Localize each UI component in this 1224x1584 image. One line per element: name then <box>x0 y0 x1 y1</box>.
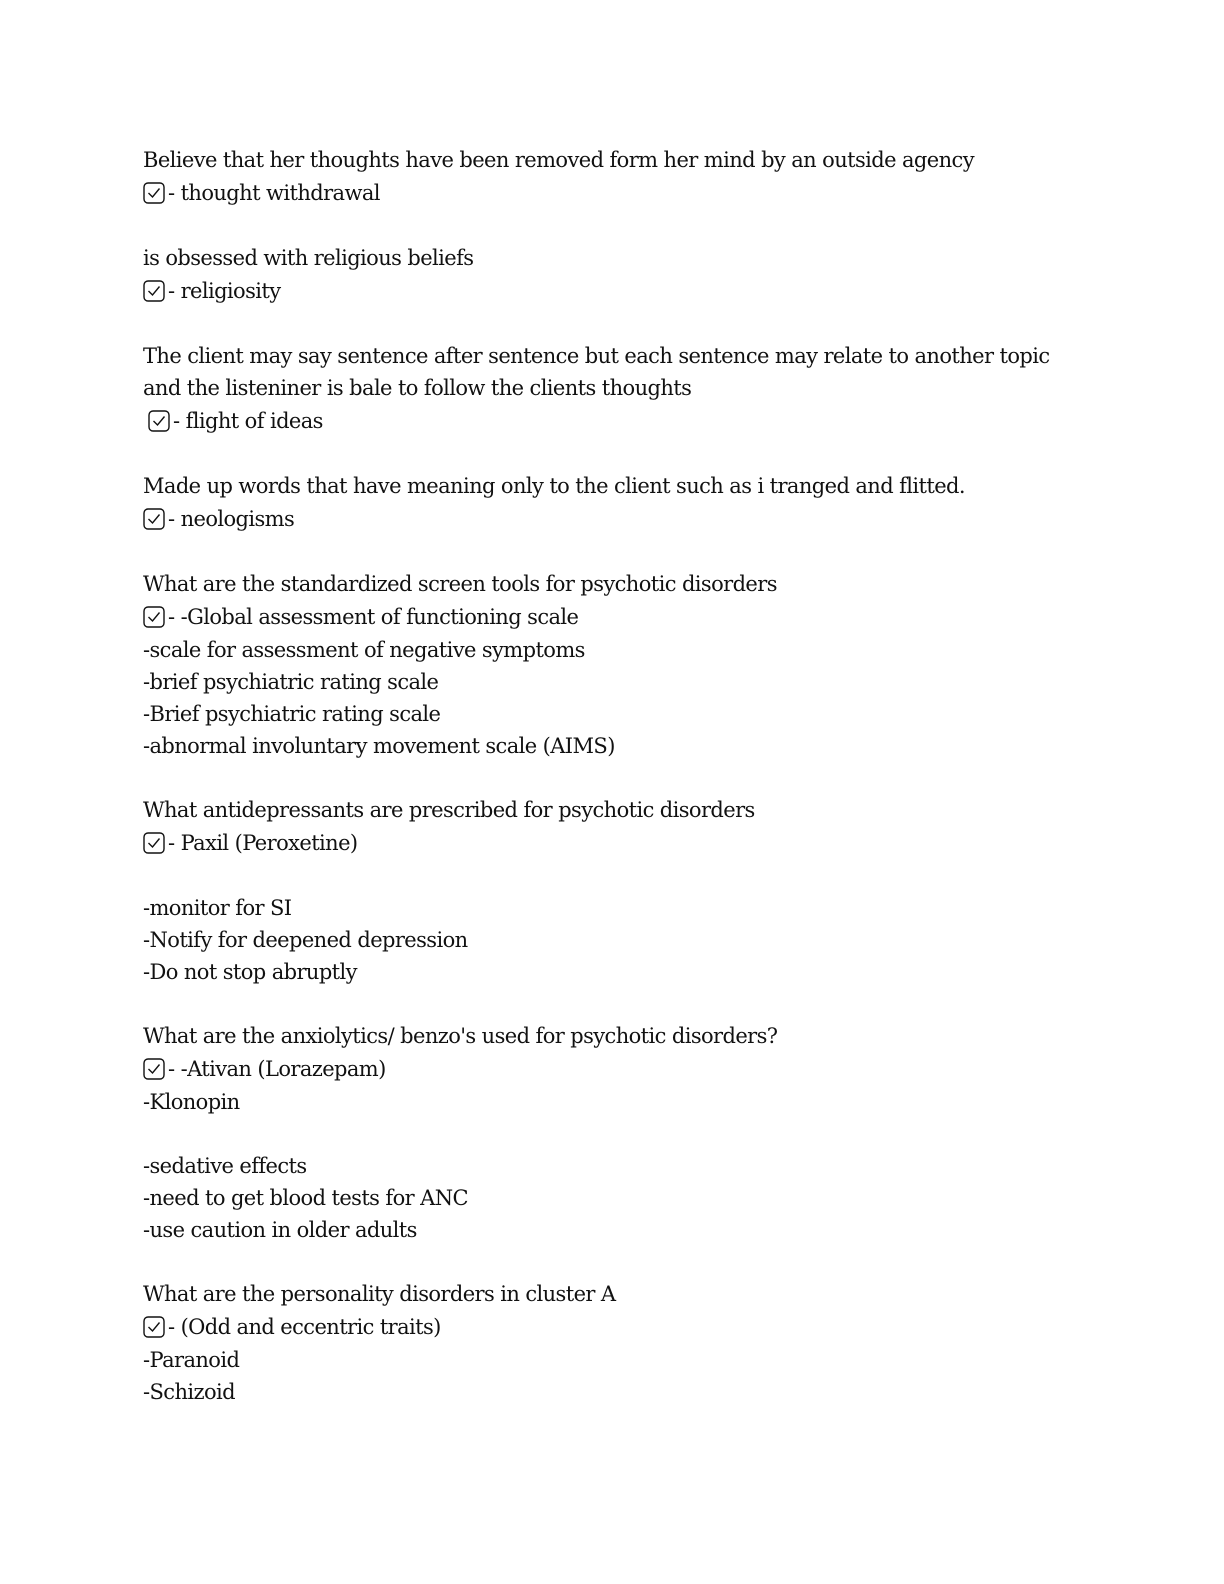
answer-line: -scale for assessment of negative symptoms <box>143 638 585 662</box>
question <box>143 470 1083 502</box>
answer-line: -Paranoid <box>143 1348 240 1372</box>
answer-line: -Klonopin <box>143 1090 240 1114</box>
question <box>143 794 1083 826</box>
flashcard <box>143 340 1083 438</box>
flashcard <box>143 242 1083 308</box>
answer-text: - thought withdrawal <box>168 181 380 205</box>
checked-box-icon <box>143 1316 165 1338</box>
question-text: What are the anxiolytics/ benzo's used for psychotic disorders? <box>143 1024 778 1048</box>
question-text: The client may say sentence after sentence but each sentence may relate to another topic <box>143 344 1050 368</box>
checked-box-icon <box>143 182 165 204</box>
answer-text: - -Ativan (Lorazepam) <box>168 1057 386 1081</box>
answer-text: - flight of ideas <box>173 409 323 433</box>
answer <box>143 274 1083 308</box>
question-text: is obsessed with religious beliefs <box>143 246 474 270</box>
question <box>143 242 1083 274</box>
answer <box>143 404 1083 438</box>
flashcard <box>143 1278 1083 1408</box>
question <box>143 1020 1083 1052</box>
answer-line: -Brief psychiatric rating scale <box>143 702 441 726</box>
answer-text: - neologisms <box>168 507 295 531</box>
question-text: Believe that her thoughts have been removed form her mind by an outside agency <box>143 148 974 172</box>
question <box>143 568 1083 600</box>
checked-box-icon <box>143 508 165 530</box>
flashcard <box>143 794 1083 988</box>
answer-line: -monitor for SI <box>143 896 292 920</box>
answer-line: -Notify for deepened depression <box>143 928 468 952</box>
question-text: and the listeniner is bale to follow the clients thoughts <box>143 376 692 400</box>
answer-line: -Do not stop abruptly <box>143 960 357 984</box>
question-text: What are the personality disorders in cluster A <box>143 1282 616 1306</box>
answer-text: - Paxil (Peroxetine) <box>168 831 358 855</box>
answer <box>143 600 1083 762</box>
answer-line: -use caution in older adults <box>143 1218 417 1242</box>
answer-line: -Schizoid <box>143 1380 235 1404</box>
answer <box>143 826 1083 988</box>
checked-box-icon <box>143 1058 165 1080</box>
document-page <box>143 144 1083 1440</box>
question <box>143 1278 1083 1310</box>
blank-line <box>143 1118 1083 1150</box>
answer-line: -need to get blood tests for ANC <box>143 1186 468 1210</box>
answer <box>143 502 1083 536</box>
question <box>143 144 1083 176</box>
checked-box-icon <box>143 606 165 628</box>
checked-box-icon <box>143 832 165 854</box>
answer-text: - religiosity <box>168 279 281 303</box>
flashcard <box>143 1020 1083 1246</box>
answer <box>143 1310 1083 1408</box>
answer-line: -abnormal involuntary movement scale (AIMS) <box>143 734 615 758</box>
answer-text: - -Global assessment of functioning scale <box>168 605 579 629</box>
answer-line: -brief psychiatric rating scale <box>143 670 439 694</box>
flashcard <box>143 568 1083 762</box>
answer <box>143 1052 1083 1246</box>
flashcard <box>143 470 1083 536</box>
question-text: Made up words that have meaning only to the client such as i tranged and flitted. <box>143 474 965 498</box>
answer-line: -sedative effects <box>143 1154 307 1178</box>
answer <box>143 176 1083 210</box>
checked-box-icon <box>143 280 165 302</box>
question-text: What antidepressants are prescribed for psychotic disorders <box>143 798 755 822</box>
question-text: What are the standardized screen tools for psychotic disorders <box>143 572 777 596</box>
checked-box-icon <box>148 410 170 432</box>
blank-line <box>143 860 1083 892</box>
question <box>143 340 1083 404</box>
flashcard <box>143 144 1083 210</box>
answer-text: - (Odd and eccentric traits) <box>168 1315 441 1339</box>
